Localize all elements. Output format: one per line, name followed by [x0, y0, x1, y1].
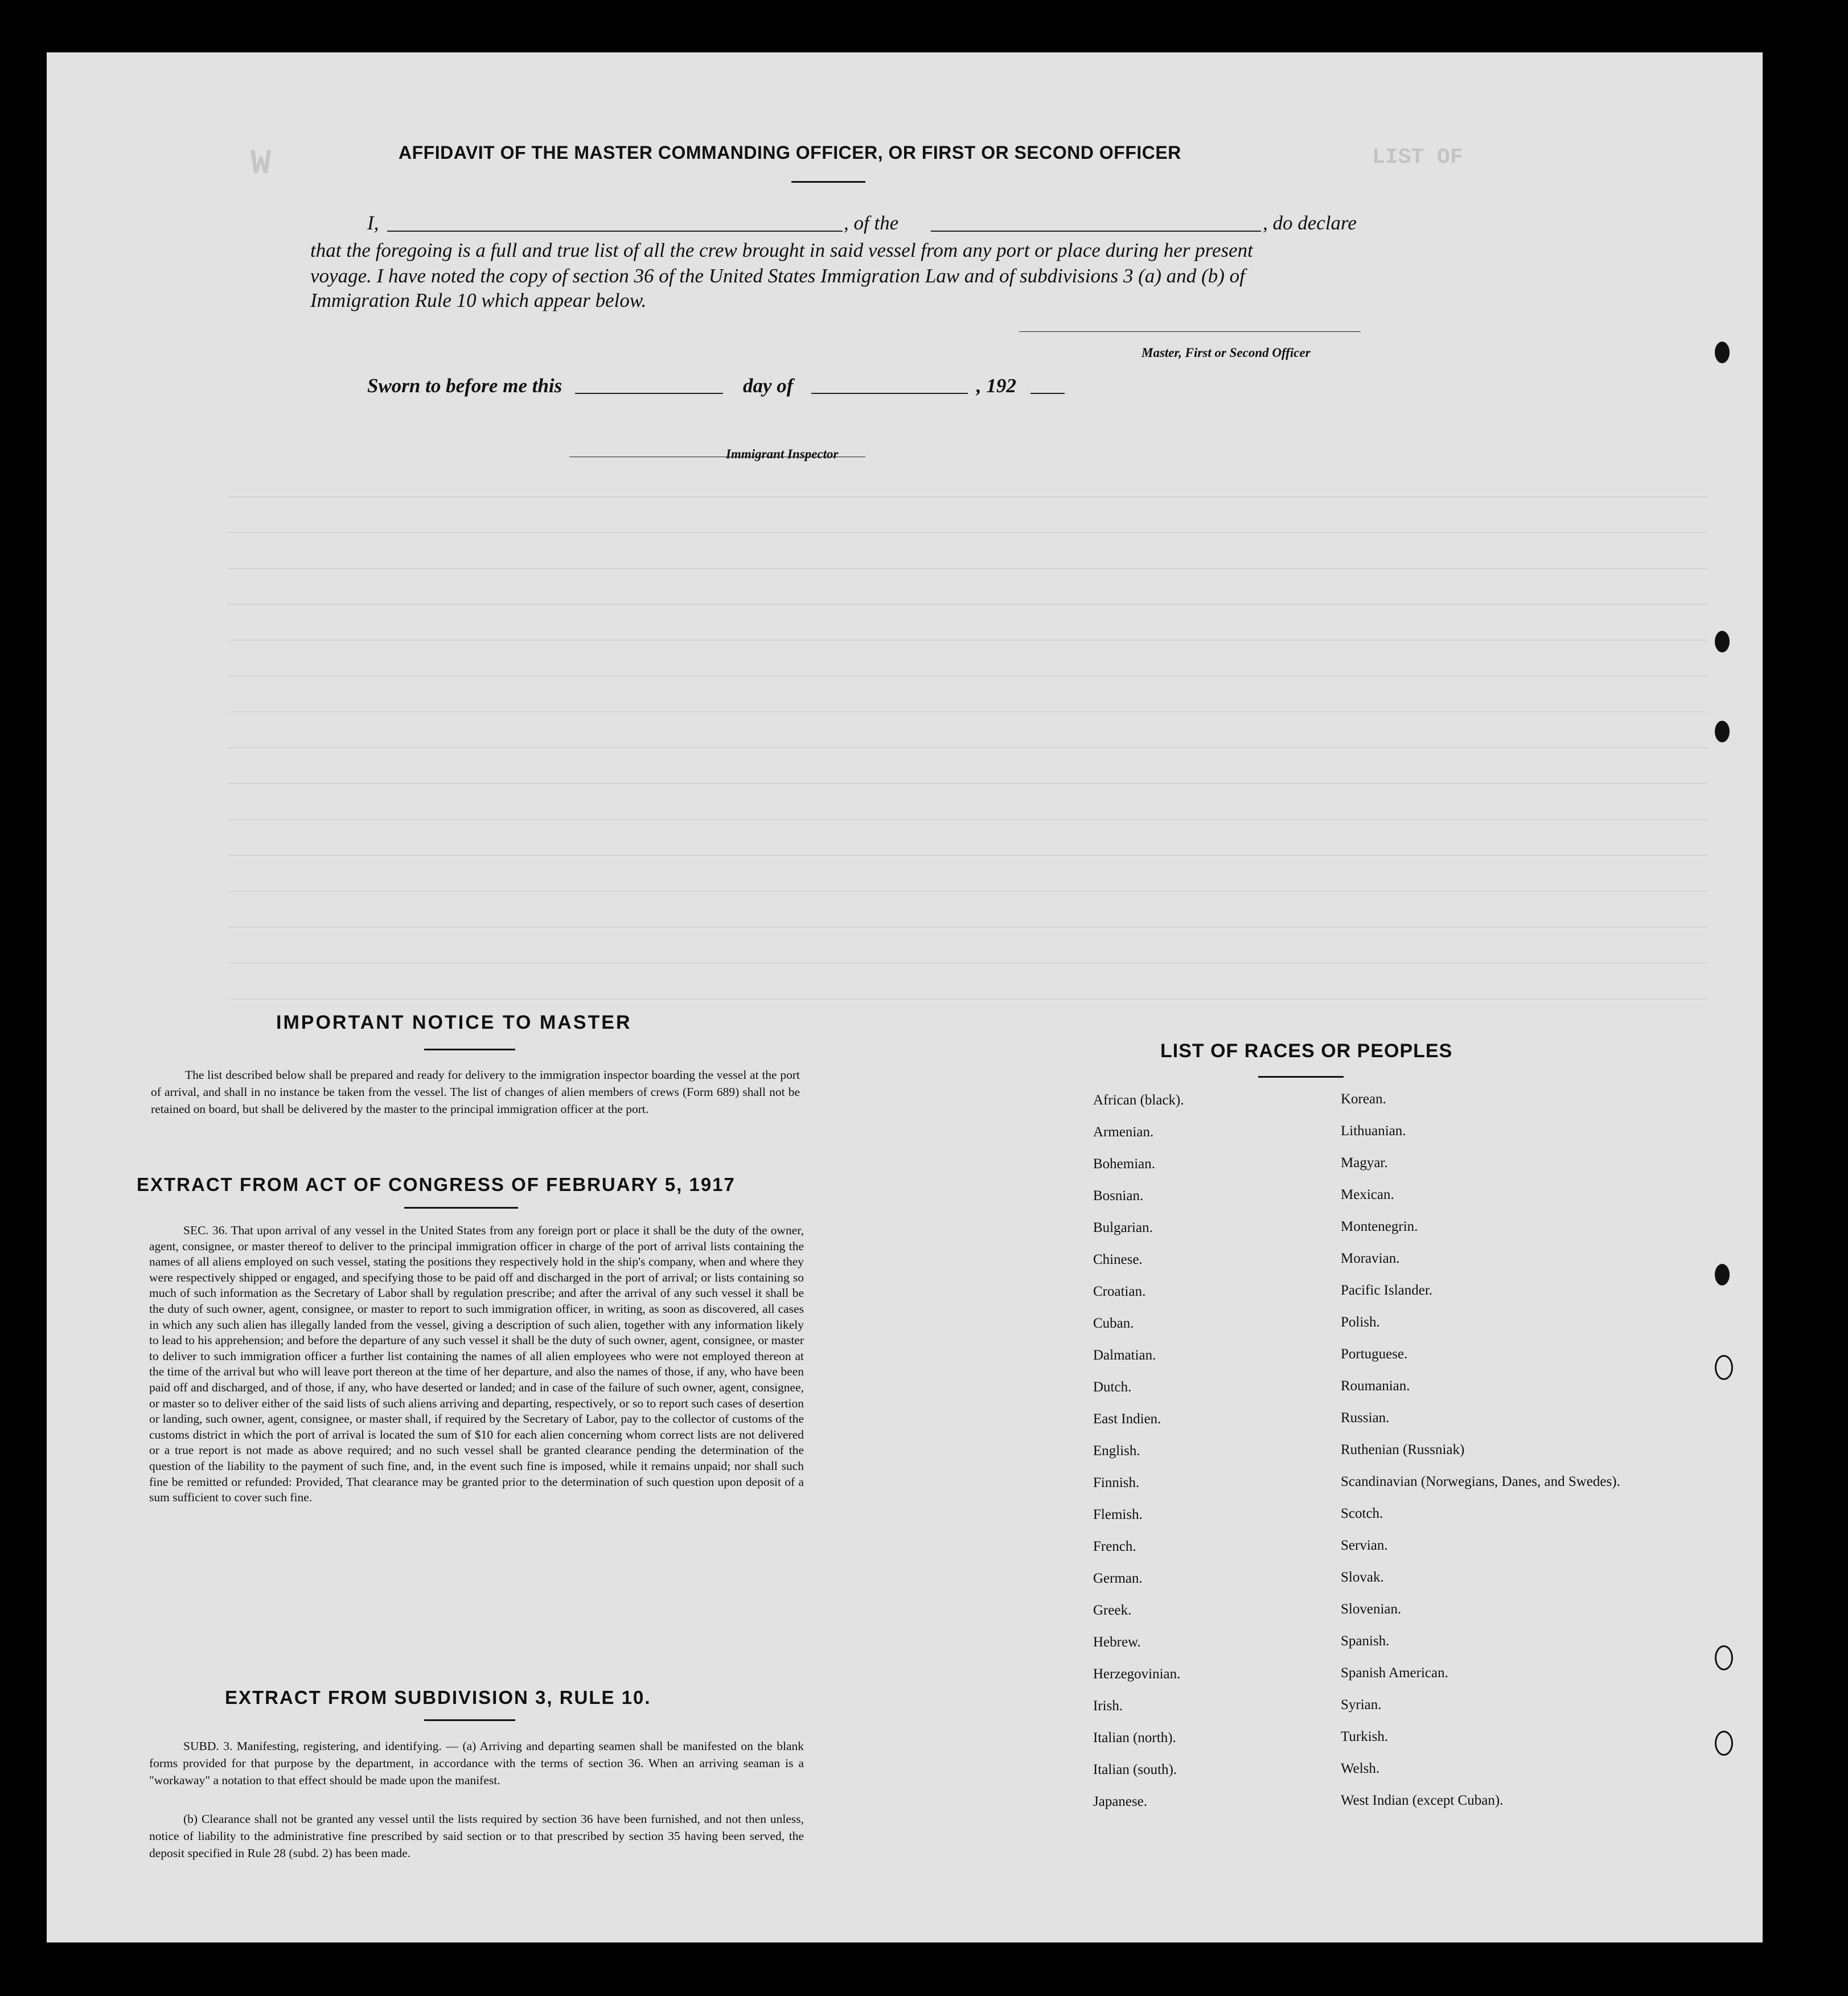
race-item: Japanese. — [1093, 1794, 1148, 1809]
extract-rule-para-a: SUBD. 3. Manifesting, registering, and identifying. — (a) Arriving and departing seamen shall be manifested on the blank forms provided for that purpose by the department, in accordance with the terms of section 36. When an arriving seaman is a "workaway" a notation to that effect should be made upon the manifest. — [149, 1739, 804, 1787]
punch-hole — [1715, 721, 1730, 742]
affidavit-line4: Immigration Rule 10 which appear below. — [310, 289, 647, 311]
race-item: West Indian (except Cuban). — [1341, 1793, 1504, 1808]
punch-hole — [1715, 631, 1730, 652]
race-item: Spanish. — [1341, 1633, 1390, 1649]
race-item: Servian. — [1341, 1538, 1388, 1553]
extract-act-title: EXTRACT FROM ACT OF CONGRESS OF FEBRUARY 5, 1917 — [137, 1174, 736, 1195]
inspector-label: Immigrant Inspector — [726, 447, 839, 461]
sworn-year-label: , 192 — [976, 375, 1016, 397]
punch-hole — [1715, 342, 1730, 363]
affidavit-line1-end: , do declare — [1263, 212, 1357, 234]
extract-rule-title: EXTRACT FROM SUBDIVISION 3, RULE 10. — [225, 1687, 651, 1708]
race-item: Montenegrin. — [1341, 1219, 1418, 1234]
punch-hole — [1715, 1645, 1733, 1670]
races-underline — [1258, 1076, 1344, 1078]
race-item: Slovak. — [1341, 1570, 1384, 1585]
name-blank[interactable] — [387, 231, 843, 232]
sworn-month-blank[interactable] — [811, 393, 968, 394]
race-item: English. — [1093, 1443, 1140, 1459]
sworn-year-blank[interactable] — [1030, 393, 1065, 394]
race-item: Dutch. — [1093, 1379, 1132, 1395]
races-title: LIST OF RACES OR PEOPLES — [1160, 1040, 1453, 1062]
race-item: Bosnian. — [1093, 1188, 1144, 1204]
races-right-column — [1341, 1083, 1620, 1817]
race-item: French. — [1093, 1539, 1136, 1554]
race-item: Flemish. — [1093, 1507, 1143, 1522]
sworn-start: Sworn to before me this — [367, 375, 562, 397]
race-item: Herzegovinian. — [1093, 1666, 1181, 1682]
race-item: Turkish. — [1341, 1729, 1389, 1744]
notice-underline — [424, 1049, 515, 1050]
affidavit-line2: that the foregoing is a full and true list of all the crew brought in said vessel from any port or place during her present — [310, 239, 1253, 261]
race-item: Ruthenian (Russniak) — [1341, 1442, 1465, 1457]
bleed-through-text: LIST OF — [1372, 145, 1463, 170]
race-item: Armenian. — [1093, 1124, 1154, 1140]
bleed-through-text: W — [250, 145, 272, 184]
extract-act-underline — [404, 1207, 518, 1209]
bleed-through-grid — [228, 461, 1708, 1002]
race-item: Magyar. — [1341, 1155, 1388, 1171]
race-item: Welsh. — [1341, 1761, 1380, 1776]
master-label: Master, First or Second Officer — [1141, 346, 1311, 360]
race-item: African (black). — [1093, 1093, 1184, 1108]
race-item: Greek. — [1093, 1603, 1132, 1618]
race-item: Moravian. — [1341, 1251, 1400, 1266]
race-item: Roumanian. — [1341, 1378, 1410, 1394]
race-item: Cuban. — [1093, 1316, 1134, 1331]
affidavit-title: AFFIDAVIT OF THE MASTER COMMANDING OFFICER, OR FIRST OR SECOND OFFICER — [399, 142, 1181, 163]
race-item: Pacific Islander. — [1341, 1283, 1433, 1298]
race-item: Bohemian. — [1093, 1156, 1156, 1172]
races-left-column — [1093, 1085, 1184, 1818]
race-item: Polish. — [1341, 1315, 1380, 1330]
race-item: Chinese. — [1093, 1252, 1143, 1267]
notice-text: The list described below shall be prepared and ready for delivery to the immigration inspector boarding the vessel at the port of arrival, and shall in no instance be taken from the vessel. The list of changes of alien members of crews (Form 689) shall not be retained on board, but shall be delivered by the master to the principal immigration officer at the port. — [151, 1068, 800, 1116]
race-item: Dalmatian. — [1093, 1348, 1156, 1363]
race-item: Croatian. — [1093, 1284, 1146, 1299]
race-item: Finnish. — [1093, 1475, 1140, 1490]
race-item: Korean. — [1341, 1091, 1386, 1107]
extract-rule-underline — [424, 1719, 515, 1721]
punch-hole — [1715, 1731, 1733, 1756]
race-item: Portuguese. — [1341, 1346, 1408, 1362]
title-underline — [791, 181, 865, 183]
race-item: Spanish American. — [1341, 1665, 1448, 1681]
race-item: German. — [1093, 1571, 1143, 1586]
vessel-blank[interactable] — [931, 231, 1261, 232]
notice-title: IMPORTANT NOTICE TO MASTER — [276, 1012, 632, 1033]
race-item: East Indien. — [1093, 1411, 1161, 1427]
extract-act-text: SEC. 36. That upon arrival of any vessel in the United States from any foreign port or place it shall be the duty of the owner, agent, consignee, or master thereof to deliver to the principal immigration officer in charge of the port of arrival lists containing the names of all aliens employed on such vessel, stating the positions they respectively hold in the ship's company, when and where they were respectively shipped or engaged, and specifying those to be paid off and discharged in the port of arrival; or lists containing so much of such information as the Secretary of Labor shall by regulation prescribe; and after the arrival of any such vessel it shall be the duty of such owner, agent, consignee, or master to report to such immigration officer, in writing, as soon as discovered, all cases in which any such alien has illegally landed from the vessel, giving a description of such alien, together with any information likely to lead to his apprehension; and before the departure of any such vessel it shall be the duty of such owner, agent, consignee, or master to deliver to such immigration officer a further list containing the names of all alien employees who were not employed thereon at the time of the arrival but who will leave port thereon at the time of her departure, and also the names of those, if any, who have been paid off and discharged, and of those, if any, who have deserted or landed; and in case of the failure of such owner, agent, consignee, or master so to deliver either of the said lists of such aliens arriving and departing, respectively, or so to report such cases of desertion or landing, such owner, agent, consignee, or master shall, if required by the Secretary of Labor, pay to the collector of customs of the customs district in which the port of arrival is located the sum of $10 for each alien concerning whom correct lists are not delivered or a true report is not made as above required; and no such vessel shall be granted clearance pending the determination of the question of the liability to the payment of such fine, and, in the event such fine is imposed, while it remains unpaid; nor shall such fine be remitted or refunded: Provided, That clearance may be granted prior to the determination of such question upon deposit of a sum sufficient to cover such fine. — [149, 1223, 804, 1505]
punch-hole — [1715, 1355, 1733, 1380]
race-item: Slovenian. — [1341, 1601, 1402, 1617]
race-item: Bulgarian. — [1093, 1220, 1153, 1235]
race-item: Italian (south). — [1093, 1762, 1177, 1777]
race-item: Mexican. — [1341, 1187, 1394, 1202]
race-item: Hebrew. — [1093, 1634, 1141, 1650]
sworn-day-label: day of — [743, 375, 794, 397]
race-item: Irish. — [1093, 1698, 1123, 1714]
race-item: Lithuanian. — [1341, 1123, 1406, 1139]
extract-rule-para-b: (b) Clearance shall not be granted any vessel until the lists required by section 36 have been furnished, and not then unless, notice of liability to the administrative fine prescribed by said section or to that prescribed by section 35 having been served, the deposit specified in Rule 28 (subd. 2) has been made. — [149, 1812, 804, 1860]
race-item: Syrian. — [1341, 1697, 1382, 1712]
master-signature-blank[interactable] — [1019, 331, 1361, 332]
affidavit-line1-mid: , of the — [844, 212, 899, 234]
sworn-day-blank[interactable] — [575, 393, 723, 394]
affidavit-line3: voyage. I have noted the copy of section 36 of the United States Immigration Law and of subdivisions 3 (a) and (b) of — [310, 265, 1245, 287]
race-item: Italian (north). — [1093, 1730, 1176, 1746]
race-item: Scotch. — [1341, 1506, 1383, 1521]
affidavit-line1-start: I, — [367, 212, 379, 234]
race-item: Scandinavian (Norwegians, Danes, and Swedes). — [1341, 1474, 1620, 1489]
race-item: Russian. — [1341, 1410, 1390, 1426]
punch-hole — [1715, 1264, 1730, 1286]
